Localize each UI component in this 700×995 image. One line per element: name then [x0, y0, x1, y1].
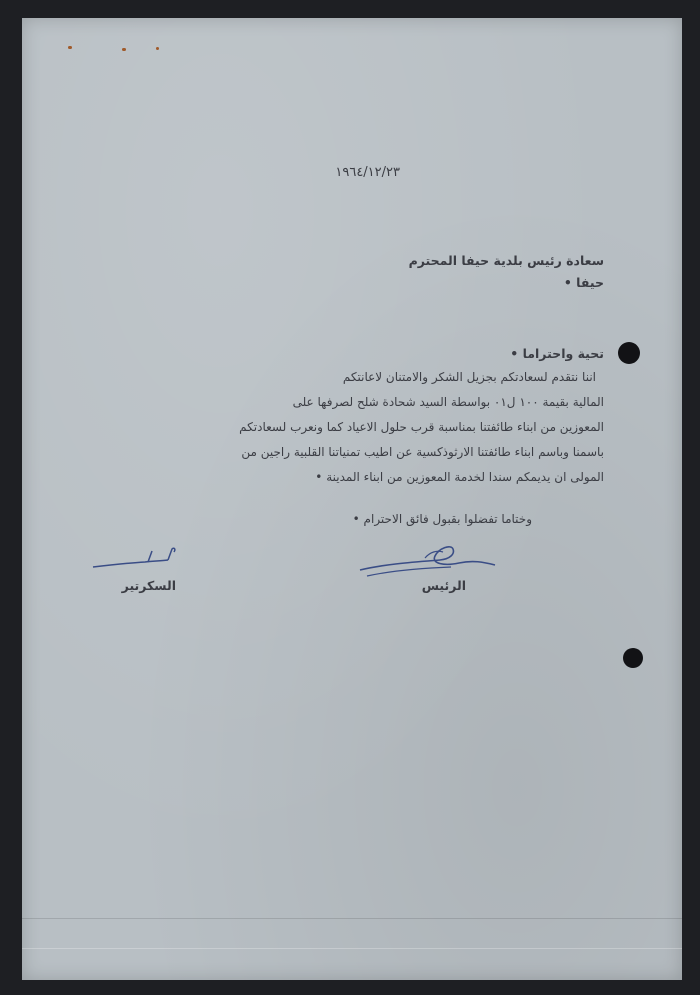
secretary-signature-label: السكرتير	[121, 578, 176, 593]
closing-line: وختاما تفضلوا بقبول فائق الاحترام •	[352, 512, 532, 526]
secretary-signature-scribble	[90, 545, 180, 573]
body-line: المعوزين من ابناء طائفتنا بمناسبة قرب حلول الاعياد كما ونعرب لسعادتكم	[239, 420, 604, 434]
rust-speck	[156, 47, 159, 50]
body-line: اننا نتقدم لسعادتكم بجزيل الشكر والامتنان لاعانتكم	[342, 370, 596, 384]
rust-speck	[122, 48, 126, 51]
president-signature-scribble	[355, 540, 500, 580]
addressee-city: حيفا •	[563, 275, 604, 290]
body-line: المالية بقيمة ١٠٠ ل٠١ بواسطة السيد شحادة شلح لصرفها على	[292, 395, 604, 409]
rust-speck	[68, 46, 72, 49]
punch-hole	[623, 648, 643, 668]
greeting: تحية واحتراما •	[510, 346, 604, 361]
letter-date: ١٩٦٤/١٢/٢٣	[335, 165, 400, 180]
letter-paper	[22, 18, 682, 980]
body-line: المولى ان يديمكم سندا لخدمة المعوزين من ابناء المدينة •	[315, 470, 604, 484]
paper-fold	[22, 918, 682, 919]
addressee-line: سعادة رئيس بلدية حيفا المحترم	[408, 253, 604, 268]
paper-fold	[22, 948, 682, 949]
president-signature-label: الرئيس	[421, 578, 466, 593]
body-line: باسمنا وباسم ابناء طائفتنا الارثوذكسية عن اطيب تمنياتنا القلبية راجين من	[241, 445, 604, 459]
punch-hole	[618, 342, 640, 364]
